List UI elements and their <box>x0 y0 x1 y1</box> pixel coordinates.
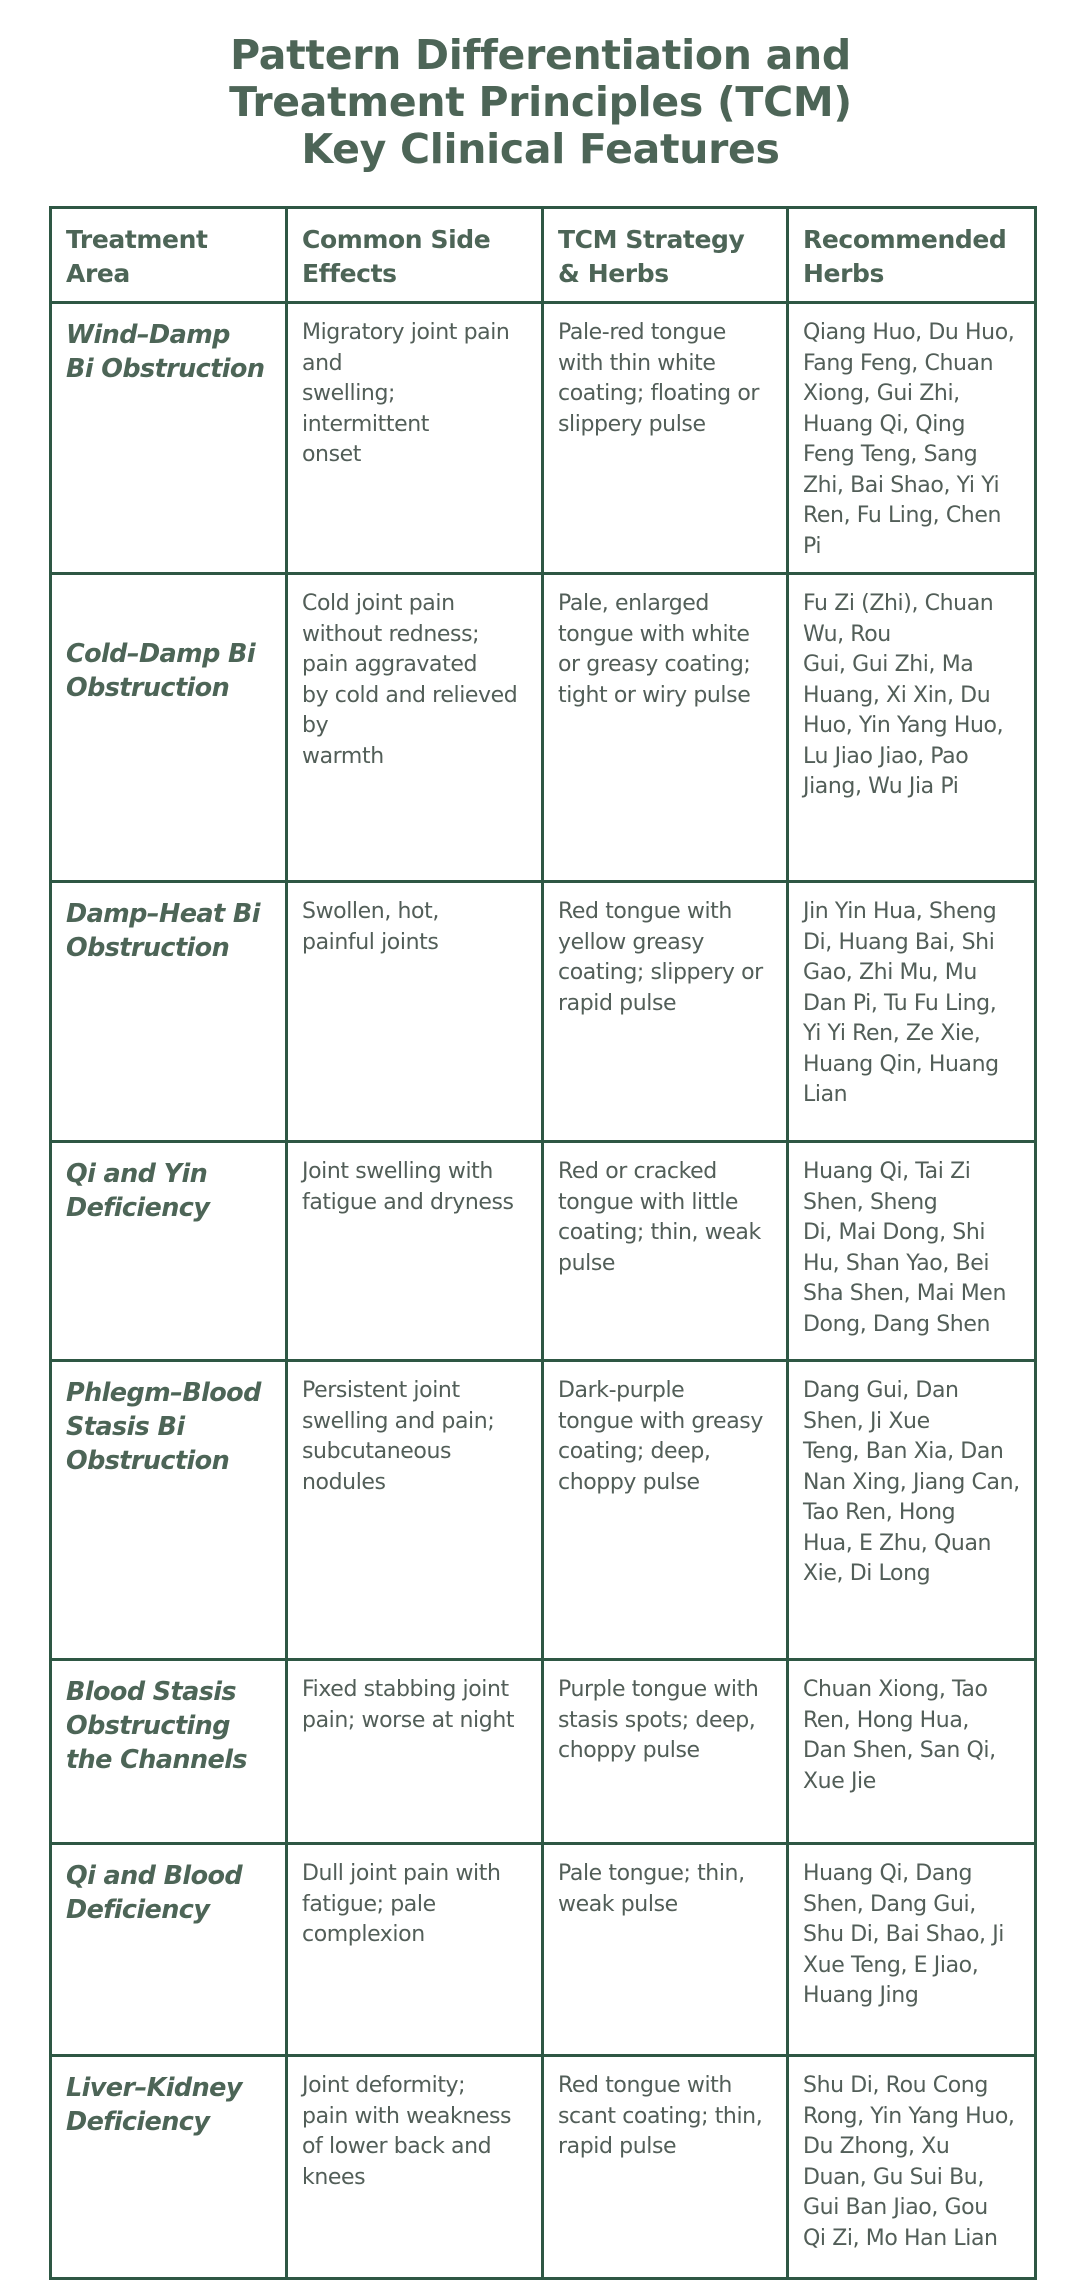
herbs-cell: Huang Qi, Dang Shen, Dang Gui, Shu Di, Bai Shao, Ji Xue Teng, E Jiao, Huang Jing <box>788 1844 1036 2056</box>
side-effects-cell: Migratory joint pain and swelling; intermittent onset <box>287 303 543 574</box>
strategy-cell: Purple tongue with stasis spots; deep, choppy pulse <box>543 1660 788 1844</box>
herbs-cell: Chuan Xiong, Tao Ren, Hong Hua, Dan Shen, San Qi, Xue Jie <box>788 1660 1036 1844</box>
side-effects-cell: Swollen, hot, painful joints <box>287 882 543 1142</box>
table-row <box>51 882 1036 1142</box>
header-recommended-herbs: Recommended Herbs <box>788 208 1036 303</box>
herbs-cell: Qiang Huo, Du Huo, Fang Feng, Chuan Xiong, Gui Zhi, Huang Qi, Qing Feng Teng, Sang Zhi, Bai Shao, Yi Yi Ren, Fu Ling, Chen Pi <box>788 303 1036 574</box>
strategy-cell: Red tongue with yellow greasy coating; slippery or rapid pulse <box>543 882 788 1142</box>
strategy-cell: Pale-red tongue with thin white coating; floating or slippery pulse <box>543 303 788 574</box>
clinical-features-table <box>49 206 1037 2280</box>
header-tcm-strategy: TCM Strategy & Herbs <box>543 208 788 303</box>
treatment-area-cell: Qi and Blood Deficiency <box>51 1844 287 2056</box>
table-row <box>51 303 1036 574</box>
treatment-area-cell: Blood Stasis Obstructing the Channels <box>51 1660 287 1844</box>
table-row <box>51 1361 1036 1660</box>
table-row <box>51 574 1036 882</box>
side-effects-cell: Cold joint pain without redness; pain aggravated by cold and relieved by warmth <box>287 574 543 882</box>
herbs-cell: Fu Zi (Zhi), Chuan Wu, Rou Gui, Gui Zhi, Ma Huang, Xi Xin, Du Huo, Yin Yang Huo, Lu Jiao Jiao, Pao Jiang, Wu Jia Pi <box>788 574 1036 882</box>
treatment-area-cell: Cold–Damp Bi Obstruction <box>51 574 287 882</box>
herbs-cell: Dang Gui, Dan Shen, Ji Xue Teng, Ban Xia, Dan Nan Xing, Jiang Can, Tao Ren, Hong Hua, E Zhu, Quan Xie, Di Long <box>788 1361 1036 1660</box>
strategy-cell: Pale, enlarged tongue with white or greasy coating; tight or wiry pulse <box>543 574 788 882</box>
herbs-cell: Shu Di, Rou Cong Rong, Yin Yang Huo, Du Zhong, Xu Duan, Gu Sui Bu, Gui Ban Jiao, Gou Qi Zi, Mo Han Lian <box>788 2056 1036 2279</box>
herbs-cell: Jin Yin Hua, Sheng Di, Huang Bai, Shi Gao, Zhi Mu, Mu Dan Pi, Tu Fu Ling, Yi Yi Ren, Ze Xie, Huang Qin, Huang Lian <box>788 882 1036 1142</box>
header-treatment-area: Treatment Area <box>51 208 287 303</box>
title-line-3: Key Clinical Features <box>301 125 780 173</box>
page-title <box>0 32 1081 173</box>
strategy-cell: Red or cracked tongue with little coating; thin, weak pulse <box>543 1142 788 1361</box>
side-effects-cell: Persistent joint swelling and pain; subcutaneous nodules <box>287 1361 543 1660</box>
side-effects-cell: Dull joint pain with fatigue; pale complexion <box>287 1844 543 2056</box>
title-line-2: Treatment Principles (TCM) <box>229 78 852 126</box>
treatment-area-cell: Liver–Kidney Deficiency <box>51 2056 287 2279</box>
table-row <box>51 1844 1036 2056</box>
treatment-area-cell: Phlegm–Blood Stasis Bi Obstruction <box>51 1361 287 1660</box>
table-row <box>51 1660 1036 1844</box>
side-effects-cell: Joint deformity; pain with weakness of lower back and knees <box>287 2056 543 2279</box>
title-line-1: Pattern Differentiation and <box>230 31 851 79</box>
treatment-area-cell: Qi and Yin Deficiency <box>51 1142 287 1361</box>
table-row <box>51 2056 1036 2279</box>
treatment-area-cell: Wind–Damp Bi Obstruction <box>51 303 287 574</box>
side-effects-cell: Fixed stabbing joint pain; worse at night <box>287 1660 543 1844</box>
strategy-cell: Pale tongue; thin, weak pulse <box>543 1844 788 2056</box>
treatment-area-cell: Damp–Heat Bi Obstruction <box>51 882 287 1142</box>
herbs-cell: Huang Qi, Tai Zi Shen, Sheng Di, Mai Dong, Shi Hu, Shan Yao, Bei Sha Shen, Mai Men Dong, Dang Shen <box>788 1142 1036 1361</box>
table-row <box>51 1142 1036 1361</box>
strategy-cell: Dark-purple tongue with greasy coating; deep, choppy pulse <box>543 1361 788 1660</box>
strategy-cell: Red tongue with scant coating; thin, rapid pulse <box>543 2056 788 2279</box>
side-effects-cell: Joint swelling with fatigue and dryness <box>287 1142 543 1361</box>
header-common-side-effects: Common Side Effects <box>287 208 543 303</box>
table-header-row <box>51 208 1036 303</box>
